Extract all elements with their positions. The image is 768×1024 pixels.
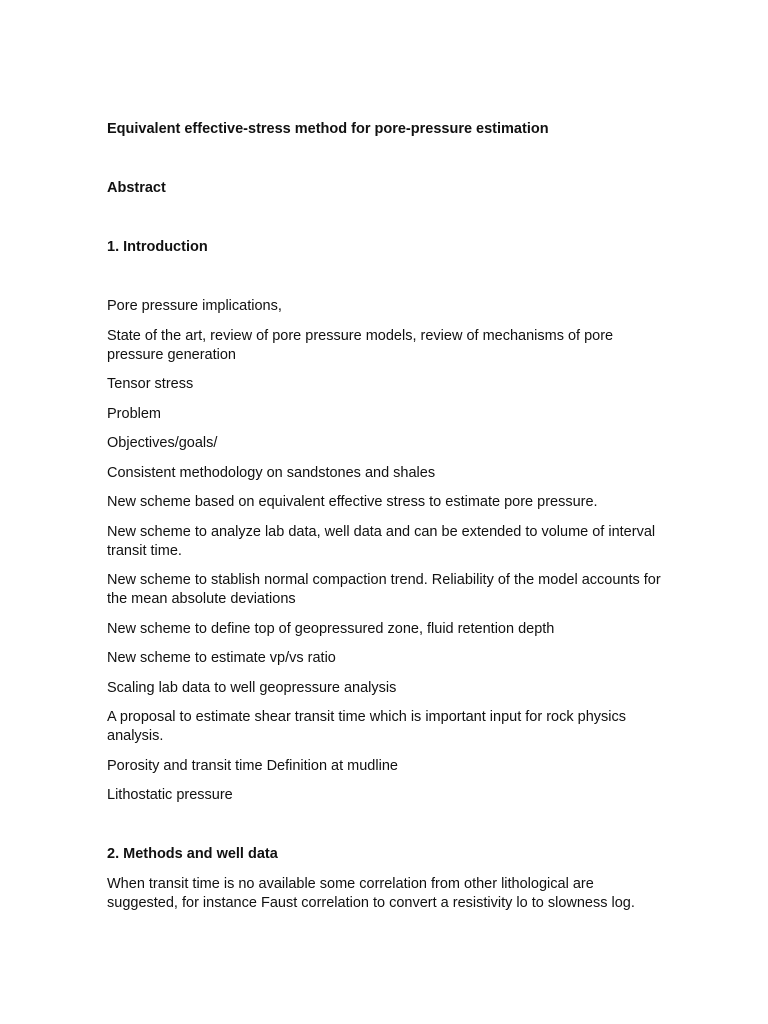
intro-paragraph: Lithostatic pressure	[107, 787, 233, 803]
intro-paragraph: Porosity and transit time Definition at mudline	[107, 757, 398, 774]
document-page	[107, 120, 667, 923]
document-title: Equivalent effective-stress method for pore-pressure estimation	[107, 121, 549, 137]
intro-paragraph: New scheme to analyze lab data, well data and can be extended to volume of interval transit time.	[107, 523, 656, 559]
intro-paragraph: State of the art, review of pore pressure models, review of mechanisms of pore pressure generation	[107, 327, 614, 363]
intro-paragraph: New scheme to estimate vp/vs ratio	[107, 650, 336, 666]
section-1-heading: 1. Introduction	[107, 239, 208, 255]
intro-paragraph: Tensor stress	[107, 376, 194, 392]
intro-paragraph: Scaling lab data to well geopressure analysis	[107, 679, 397, 696]
intro-paragraph: New scheme based on equivalent effective stress to estimate pore pressure.	[107, 494, 598, 510]
methods-paragraph: When transit time is no available some correlation from other lithological are suggested, for instance Faust correlation to convert a resistivity lo to slowness log.	[107, 875, 635, 911]
intro-paragraph: Objectives/goals/	[107, 435, 218, 451]
intro-paragraph: Pore pressure implications,	[107, 298, 282, 314]
section-2-heading: 2. Methods and well data	[107, 846, 278, 862]
intro-paragraph: New scheme to define top of geopressured zone, fluid retention depth	[107, 620, 555, 637]
intro-paragraph: A proposal to estimate shear transit time which is important input for rock physics analysis.	[107, 709, 626, 744]
abstract-heading: Abstract	[107, 180, 166, 196]
intro-paragraph: Consistent methodology on sandstones and shales	[107, 464, 436, 481]
intro-paragraph: Problem	[107, 405, 161, 422]
intro-paragraph: New scheme to stablish normal compaction trend. Reliability of the model accounts for the mean absolute deviations	[107, 572, 661, 607]
